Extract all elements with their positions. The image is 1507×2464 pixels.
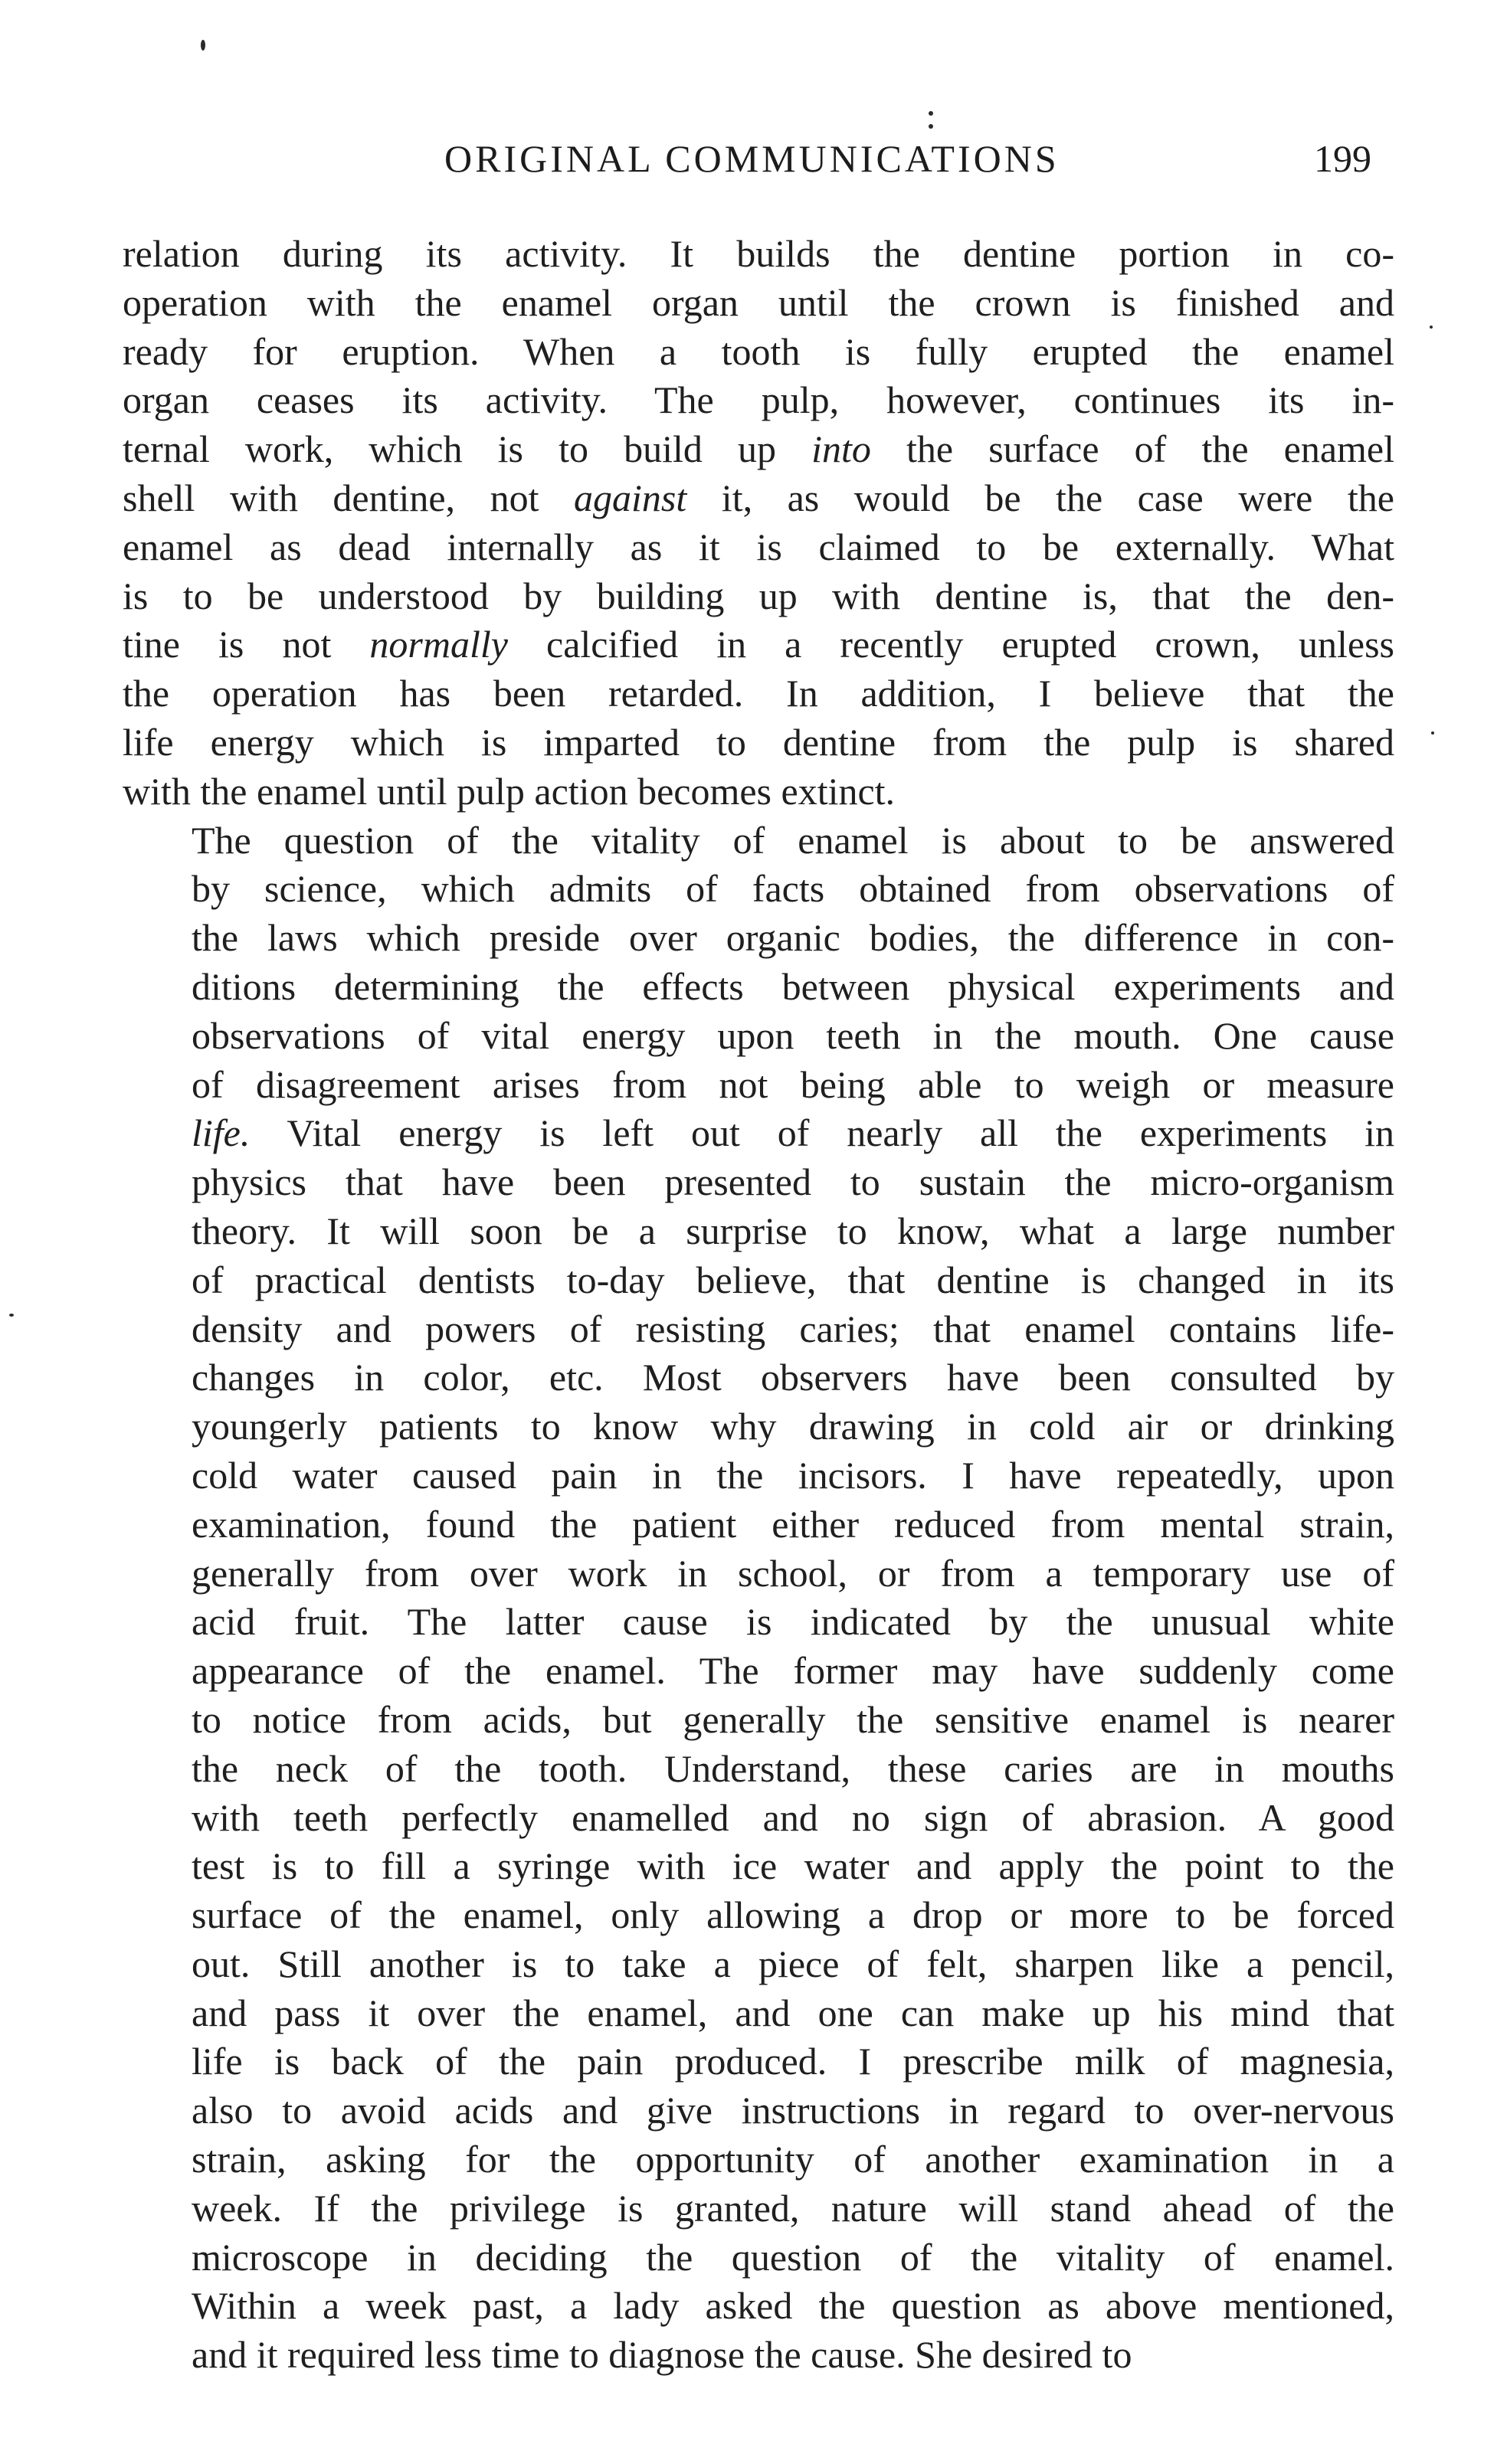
text-line: acid fruit. The latter cause is indicated by the unusual white <box>192 1600 1394 1644</box>
text-line: by science, which admits of facts obtained from observations of <box>192 867 1394 911</box>
text-line: to notice from acids, but generally the sensitive enamel is nearer <box>192 1697 1394 1741</box>
body-text <box>123 230 1394 2380</box>
text-line: of practical dentists to-day believe, that dentine is changed in its <box>192 1258 1394 1301</box>
text-line: microscope in deciding the question of the vitality of enamel. <box>192 2235 1394 2279</box>
text-line: out. Still another is to take a piece of felt, sharpen like a pencil, <box>192 1942 1394 1985</box>
italic-text: against <box>574 476 687 519</box>
text-line: Within a week past, a lady asked the question as above mentioned, <box>192 2284 1394 2328</box>
text-line: ditions determining the effects between physical experiments and <box>192 964 1394 1008</box>
ink-speck <box>1430 326 1433 329</box>
text-line: generally from over work in school, or from a temporary use of <box>192 1551 1394 1595</box>
ink-speck <box>9 1314 14 1317</box>
text-line: changes in color, etc. Most observers have been consulted by <box>192 1356 1394 1399</box>
text-line: also to avoid acids and give instructions in regard to over-nervous <box>192 2089 1394 2132</box>
paragraph <box>123 230 1394 816</box>
running-title: ORIGINAL COMMUNICATIONS <box>444 137 1060 180</box>
text-line: with the enamel until pulp action becomes extinct. <box>123 769 896 813</box>
text-line: the operation has been retarded. In addition, I believe that the <box>123 672 1394 715</box>
text-line: and pass it over the enamel, and one can make up his mind that <box>192 1991 1394 2034</box>
text-line: test is to fill a syringe with ice water and apply the point to the <box>192 1844 1394 1888</box>
text-line: appearance of the enamel. The former may have suddenly come <box>192 1649 1394 1693</box>
text-line: observations of vital energy upon teeth in the mouth. One cause <box>192 1013 1394 1057</box>
page-number: 199 <box>1314 137 1371 180</box>
text-line: is to be understood by building up with dentine is, that the den- <box>123 574 1394 617</box>
text-line: cold water caused pain in the incisors. I have repeatedly, upon <box>192 1453 1394 1497</box>
text-line: with teeth perfectly enamelled and no sign of abrasion. A good <box>192 1795 1394 1839</box>
text-line: life is back of the pain produced. I prescribe milk of magnesia, <box>192 2040 1394 2083</box>
ink-speck <box>929 111 933 116</box>
text-line: operation with the enamel organ until the crown is finished and <box>123 280 1394 324</box>
text-line: theory. It will soon be a surprise to know, what a large number <box>192 1209 1394 1252</box>
running-head <box>123 136 1394 190</box>
text-line: examination, found the patient either reduced from mental strain, <box>192 1502 1394 1546</box>
text-line: ternal work, which is to build up into the surface of the enamel <box>123 427 1395 471</box>
text-line: strain, asking for the opportunity of another examination in a <box>192 2138 1394 2181</box>
text-line: shell with dentine, not against it, as would be the case were the <box>123 476 1394 519</box>
text-line: enamel as dead internally as it is claimed to be externally. What <box>123 525 1394 568</box>
text-line: The question of the vitality of enamel is about to be answered <box>192 818 1394 862</box>
ink-speck <box>201 40 205 51</box>
ink-speck <box>1431 731 1434 735</box>
text-line: youngerly patients to know why drawing in cold air or drinking <box>192 1405 1394 1448</box>
text-line: tine is not normally calcified in a recently erupted crown, unless <box>123 623 1394 666</box>
text-line: week. If the privilege is granted, nature will stand ahead of the <box>192 2186 1394 2230</box>
text-line: density and powers of resisting caries; that enamel contains life- <box>192 1307 1394 1350</box>
italic-text: life. <box>192 1111 251 1155</box>
text-line: life. Vital energy is left out of nearly all the experiments in <box>192 1111 1394 1155</box>
italic-text: normally <box>369 623 508 666</box>
text-line: surface of the enamel, only allowing a drop or more to be forced <box>192 1893 1394 1937</box>
text-line: ready for eruption. When a tooth is fully erupted the enamel <box>123 329 1394 373</box>
italic-text: into <box>811 427 871 471</box>
ink-speck <box>929 124 933 129</box>
text-line: of disagreement arises from not being able to weigh or measure <box>192 1062 1394 1106</box>
text-line: relation during its activity. It builds the dentine portion in co- <box>123 232 1394 275</box>
paragraph <box>123 816 1394 2381</box>
text-line: physics that have been presented to sustain the micro-organism <box>192 1160 1394 1204</box>
text-line: the laws which preside over organic bodies, the difference in con- <box>192 916 1394 960</box>
text-line: and it required less time to diagnose the cause. She desired to <box>192 2333 1132 2377</box>
text-line: life energy which is imparted to dentine from the pulp is shared <box>123 720 1394 764</box>
text-line: organ ceases its activity. The pulp, however, continues its in- <box>123 378 1394 422</box>
text-line: the neck of the tooth. Understand, these caries are in mouths <box>192 1746 1394 1790</box>
